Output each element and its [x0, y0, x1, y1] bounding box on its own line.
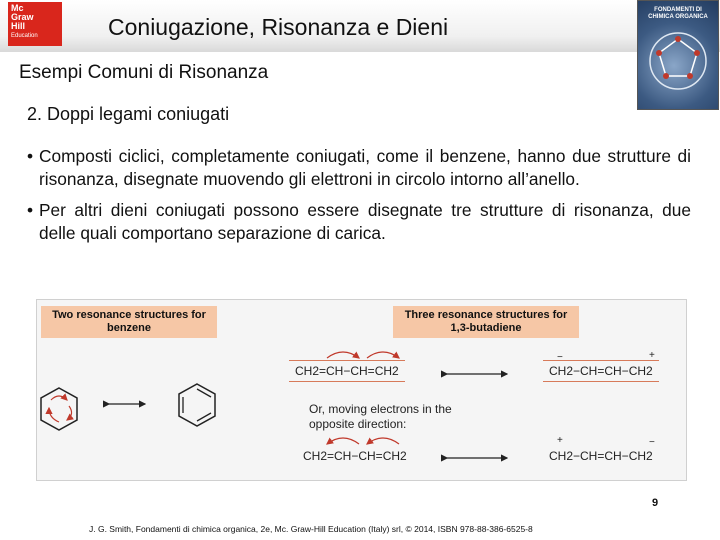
charge-symbol: + — [649, 350, 655, 361]
butadiene-charged-structure: CH2−CH=CH−CH2 — [543, 360, 659, 382]
footer-citation: J. G. Smith, Fondamenti di chimica organica, 2e, Mc. Graw-Hill Education (Italy) srl, © 2014, ISBN 978-88-386-6525-8 — [89, 524, 533, 534]
page-number: 9 — [652, 497, 659, 509]
butadiene-arrows — [37, 300, 686, 480]
electron-arrow-icon — [327, 438, 359, 444]
charge-symbol: − — [649, 437, 655, 448]
slide-title: Coniugazione, Risonanza e Dieni — [108, 14, 449, 40]
bullet-item: • Per altri dieni coniugati possono essere disegnate tre strutture di risonanza, due delle quali comportano separazione di carica. — [27, 199, 691, 245]
electron-arrow-icon — [327, 352, 359, 358]
logo-line: Mc — [11, 3, 24, 13]
book-cover-title: FONDAMENTI DI CHIMICA ORGANICA — [648, 7, 708, 20]
benzene-label: Two resonance structures for benzene — [41, 306, 217, 338]
butadiene-structure: CH2=CH−CH=CH2 — [303, 449, 407, 463]
logo-line: Hill — [11, 21, 26, 31]
electron-arrow-icon — [367, 352, 399, 358]
logo-sub: Education — [11, 33, 38, 39]
bullet-item: • Composti ciclici, completamente coniugati, come il benzene, hanno due strutture di risonanza, disegnate muovendo gli elettroni in circolo intorno all’anello. — [27, 145, 691, 191]
subtitle: 2. Doppi legami coniugati — [27, 104, 230, 124]
electron-arrow-icon — [367, 438, 399, 444]
butadiene-label: Three resonance structures for 1,3-butadiene — [393, 306, 579, 338]
section-title: Esempi Comuni di Risonanza — [19, 62, 269, 83]
charge-symbol: − — [557, 352, 563, 363]
bullet-list — [27, 145, 691, 253]
middle-note: Or, moving electrons in the opposite direction: — [309, 402, 452, 431]
book-cover-image — [637, 0, 719, 110]
logo-line: Graw — [11, 12, 34, 22]
butadiene-structure: CH2=CH−CH=CH2 — [289, 360, 405, 382]
publisher-logo — [8, 2, 62, 46]
fullerene-icon — [646, 29, 710, 93]
butadiene-charged-structure: CH2−CH=CH−CH2 — [549, 449, 653, 463]
charge-symbol: + — [557, 435, 563, 446]
resonance-figure — [36, 299, 687, 481]
